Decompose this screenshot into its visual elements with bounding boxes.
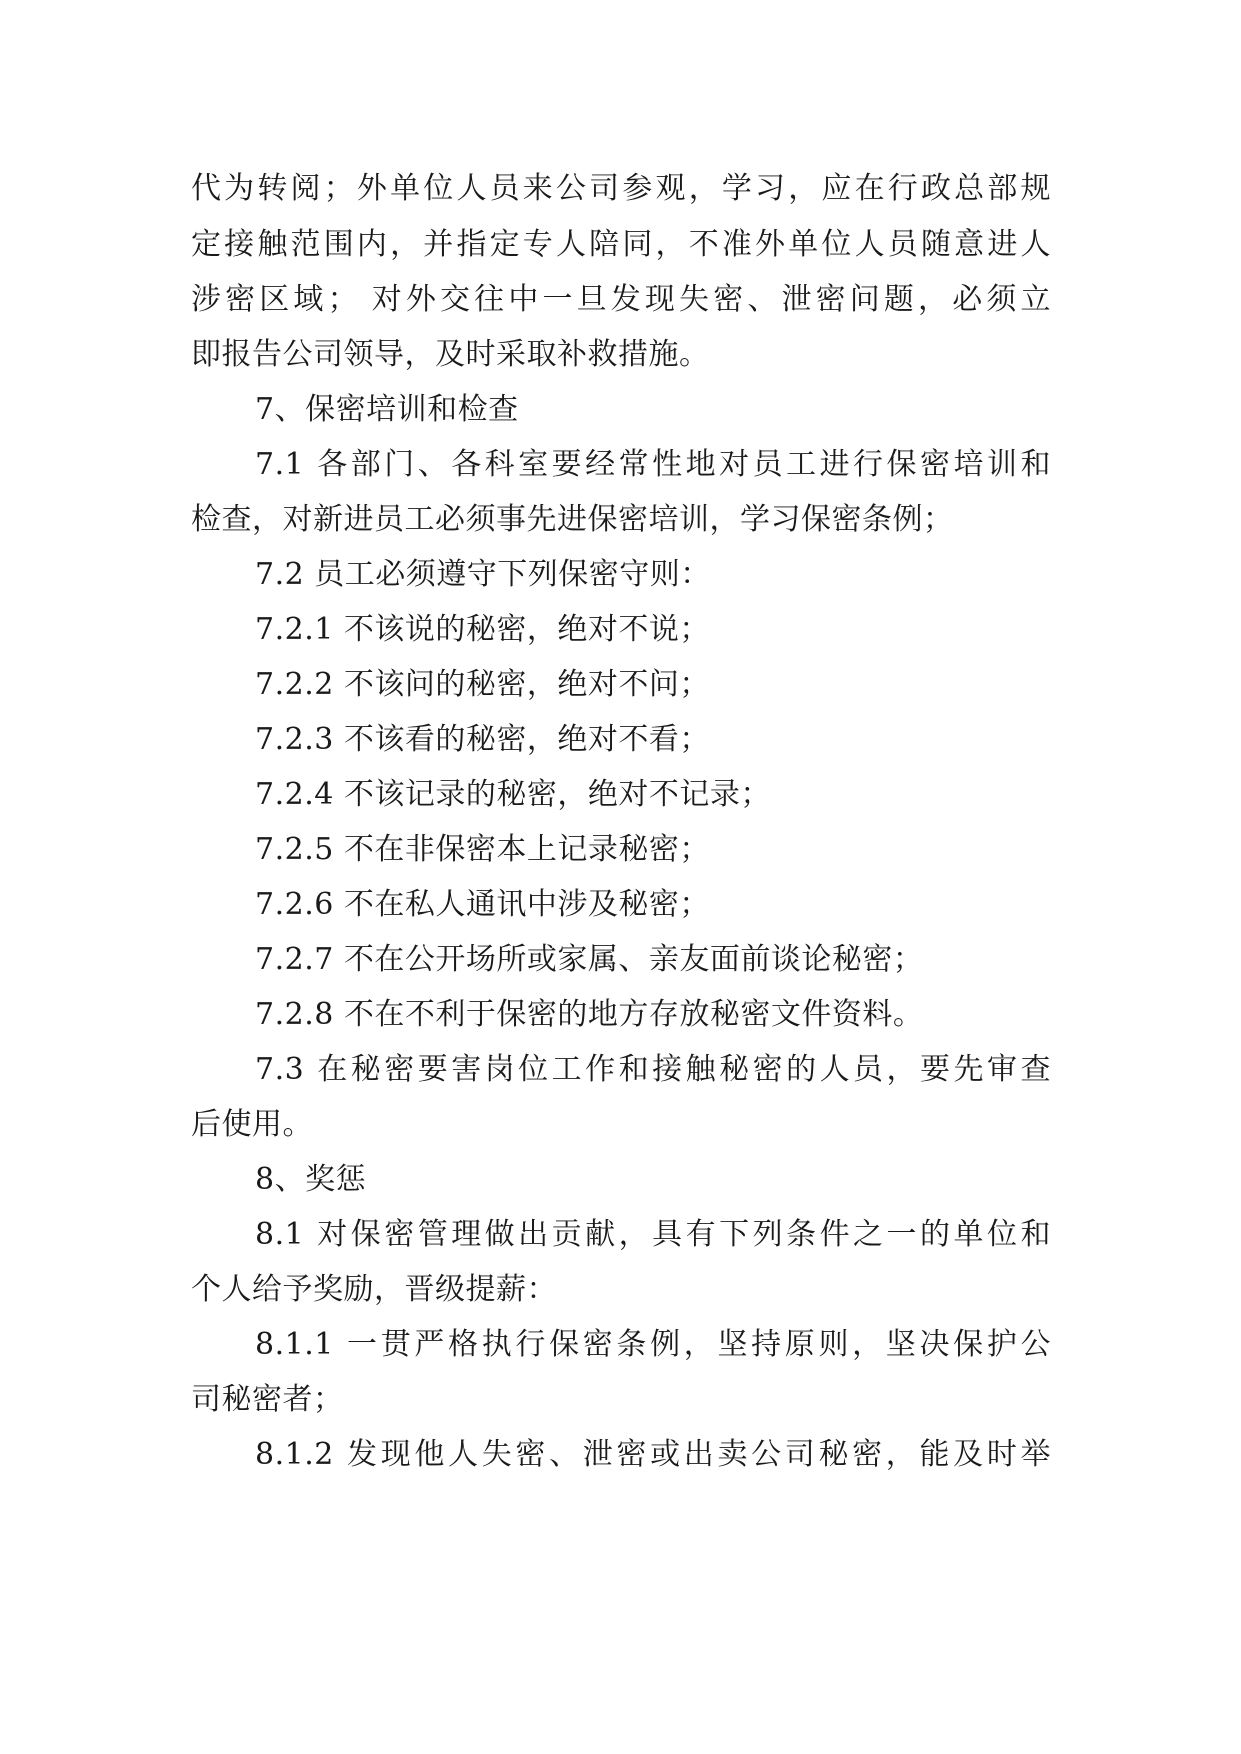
text-line: 8.1.1 一贯严格执行保密条例，坚持原则，坚决保护公 xyxy=(255,1327,1051,1362)
text-line: 7.2.3 不该看的秘密，绝对不看； xyxy=(255,722,710,757)
text-line: 7.1 各部门、各科室要经常性地对员工进行保密培训和 xyxy=(255,447,1051,482)
text-line: 司秘密者； xyxy=(191,1382,344,1417)
text-line: 7.2.1 不该说的秘密，绝对不说； xyxy=(255,612,710,647)
text-line: 后使用。 xyxy=(191,1107,313,1142)
text-line: 7.2.2 不该问的秘密，绝对不问； xyxy=(255,667,710,702)
text-line: 个人给予奖励，晋级提薪： xyxy=(191,1272,557,1307)
section-heading: 8、奖惩 xyxy=(255,1162,367,1197)
text-line: 7.2.4 不该记录的秘密，绝对不记录； xyxy=(255,777,771,812)
text-line: 7.2.8 不在不利于保密的地方存放秘密文件资料。 xyxy=(255,997,924,1032)
text-line: 定接触范围内，并指定专人陪同，不准外单位人员随意进人 xyxy=(191,227,1051,262)
section-heading: 7、保密培训和检查 xyxy=(255,392,519,427)
text-line: 7.2.5 不在非保密本上记录秘密； xyxy=(255,832,710,867)
text-line: 8.1 对保密管理做出贡献，具有下列条件之一的单位和 xyxy=(255,1217,1051,1252)
text-line: 8.1.2 发现他人失密、泄密或出卖公司秘密，能及时举 xyxy=(255,1437,1051,1472)
text-line: 7.2.7 不在公开场所或家属、亲友面前谈论秘密； xyxy=(255,942,924,977)
text-line: 涉密区域； 对外交往中一旦发现失密、泄密问题，必须立 xyxy=(191,282,1051,317)
text-line: 检查，对新进员工必须事先进保密培训，学习保密条例； xyxy=(191,502,954,537)
text-line: 7.3 在秘密要害岗位工作和接触秘密的人员，要先审查 xyxy=(255,1052,1051,1087)
text-line: 7.2 员工必须遵守下列保密守则： xyxy=(255,557,711,592)
text-line: 代为转阅；外单位人员来公司参观，学习，应在行政总部规 xyxy=(191,171,1051,206)
text-line: 即报告公司领导，及时采取补救措施。 xyxy=(191,337,710,372)
text-line: 7.2.6 不在私人通讯中涉及秘密； xyxy=(255,887,710,922)
